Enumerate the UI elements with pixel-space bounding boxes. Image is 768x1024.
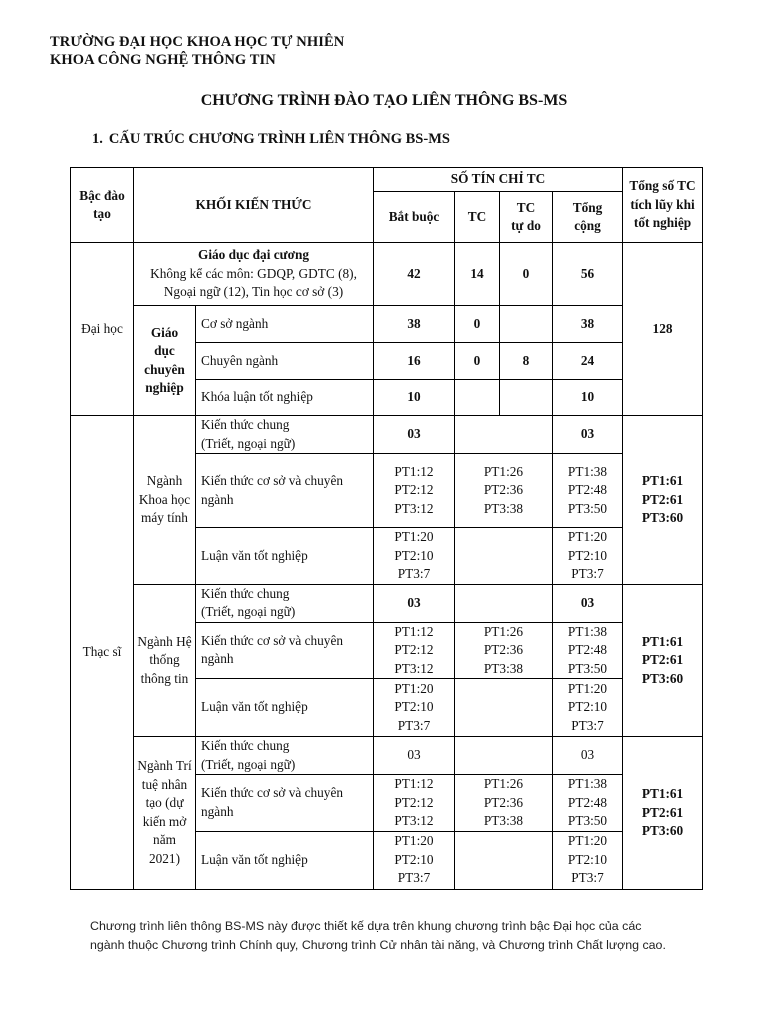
credit-value: 03 <box>374 584 455 622</box>
course-block-name: Chuyên ngành <box>196 343 374 380</box>
credit-value: PT1:20 PT2:10 PT3:7 <box>374 679 455 737</box>
core-knowledge: Kiến thức cơ sở và chuyên ngành <box>196 775 374 832</box>
credit-value: 0 <box>455 343 500 380</box>
cumulative-value: PT1:61 PT2:61 PT3:60 <box>623 737 703 890</box>
general-education-title: Giáo dục đại cương <box>197 247 310 263</box>
credit-value: PT1:20 PT2:10 PT3:7 <box>553 679 623 737</box>
credit-value: 10 <box>553 380 623 416</box>
course-block-name: Cơ sở ngành <box>196 306 374 343</box>
credit-value: PT1:20 PT2:10 PT3:7 <box>553 528 623 585</box>
credit-value: 0 <box>455 306 500 343</box>
core-knowledge: Kiến thức cơ sở và chuyên ngành <box>196 454 374 528</box>
empty-cell <box>455 679 553 737</box>
common-knowledge: Kiến thức chung (Triết, ngoại ngữ) <box>196 584 374 622</box>
general-education-note: Không kể các môn: GDQP, GDTC (8), <box>150 265 357 281</box>
credit-value: 56 <box>553 243 623 306</box>
footer-paragraph <box>90 917 710 955</box>
general-education-note: Ngoại ngữ (12), Tin học cơ sở (3) <box>163 284 344 300</box>
core-knowledge: Kiến thức cơ sở và chuyên ngành <box>196 622 374 679</box>
level-undergraduate: Đại học <box>71 243 134 416</box>
credit-value: 38 <box>553 306 623 343</box>
credit-value: 10 <box>374 380 455 416</box>
header-credits-group: SỐ TÍN CHỈ TC <box>374 168 623 192</box>
document-title: CHƯƠNG TRÌNH ĐÀO TẠO LIÊN THÔNG BS-MS <box>200 92 568 109</box>
professional-education-group: Giáo dục chuyên nghiệp <box>134 306 196 416</box>
credit-value: 0 <box>500 243 553 306</box>
credit-value <box>500 306 553 343</box>
header-total: Tổng cộng <box>553 192 623 243</box>
footer-line: ngành thuộc Chương trình Chính quy, Chương trình Cử nhân tài năng, và Chương trình Chất lượng cao. <box>90 938 666 952</box>
header-elective: TC <box>455 192 500 243</box>
thesis: Luận văn tốt nghiệp <box>196 528 374 585</box>
credit-value: 14 <box>455 243 500 306</box>
credit-value <box>455 380 500 416</box>
header-required: Bắt buộc <box>374 192 455 243</box>
header-cumulative-credits: Tổng số TC tích lũy khi tốt nghiệp <box>623 168 703 243</box>
credit-value: 38 <box>374 306 455 343</box>
header-knowledge-block: KHỐI KIẾN THỨC <box>134 168 374 243</box>
credit-value: PT1:12 PT2:12 PT3:12 <box>374 775 455 832</box>
credit-value: PT1:26 PT2:36 PT3:38 <box>455 622 553 679</box>
section-heading <box>92 131 450 148</box>
common-knowledge: Kiến thức chung (Triết, ngoại ngữ) <box>196 416 374 454</box>
credit-value: 24 <box>553 343 623 380</box>
credit-value: 03 <box>553 737 623 775</box>
credit-value <box>500 380 553 416</box>
major-name: Ngành Trí tuệ nhân tạo (dự kiến mở năm 2021) <box>134 737 196 890</box>
credit-value: PT1:38 PT2:48 PT3:50 <box>553 454 623 528</box>
credit-value: 03 <box>374 416 455 454</box>
credit-value: PT1:38 PT2:48 PT3:50 <box>553 775 623 832</box>
cumulative-value: PT1:61 PT2:61 PT3:60 <box>623 584 703 737</box>
credit-value: 03 <box>553 416 623 454</box>
common-knowledge: Kiến thức chung (Triết, ngoại ngữ) <box>196 737 374 775</box>
thesis: Luận văn tốt nghiệp <box>196 831 374 889</box>
empty-cell <box>455 737 553 775</box>
thesis: Luận văn tốt nghiệp <box>196 679 374 737</box>
credit-value: 03 <box>374 737 455 775</box>
credit-value: PT1:20 PT2:10 PT3:7 <box>374 528 455 585</box>
header-free-elective: TC tự do <box>500 192 553 243</box>
credit-value: 03 <box>553 584 623 622</box>
empty-cell <box>455 528 553 585</box>
empty-cell <box>455 416 553 454</box>
credit-value: PT1:20 PT2:10 PT3:7 <box>374 831 455 889</box>
credit-value: PT1:26 PT2:36 PT3:38 <box>455 454 553 528</box>
header-level: Bậc đào tạo <box>71 168 134 243</box>
empty-cell <box>455 584 553 622</box>
credit-value: 42 <box>374 243 455 306</box>
cumulative-value: 128 <box>623 243 703 416</box>
curriculum-table <box>70 167 703 890</box>
cumulative-value: PT1:61 PT2:61 PT3:60 <box>623 416 703 585</box>
empty-cell <box>455 831 553 889</box>
major-name: Ngành Hệ thống thông tin <box>134 584 196 737</box>
major-name: Ngành Khoa học máy tính <box>134 416 196 585</box>
credit-value: PT1:12 PT2:12 PT3:12 <box>374 622 455 679</box>
section-title: CẤU TRÚC CHƯƠNG TRÌNH LIÊN THÔNG BS-MS <box>108 131 450 147</box>
general-education-cell <box>134 243 374 306</box>
credit-value: 16 <box>374 343 455 380</box>
credit-value: PT1:26 PT2:36 PT3:38 <box>455 775 553 832</box>
university-name: TRƯỜNG ĐẠI HỌC KHOA HỌC TỰ NHIÊN <box>50 34 345 50</box>
faculty-name: KHOA CÔNG NGHỆ THÔNG TIN <box>50 52 276 68</box>
credit-value: PT1:20 PT2:10 PT3:7 <box>553 831 623 889</box>
level-master: Thạc sĩ <box>71 416 134 890</box>
footer-line: Chương trình liên thông BS-MS này được thiết kế dựa trên khung chương trình bậc Đại học của các <box>90 919 642 933</box>
section-number: 1. <box>92 131 103 147</box>
credit-value: 8 <box>500 343 553 380</box>
course-block-name: Khóa luận tốt nghiệp <box>196 380 374 416</box>
credit-value: PT1:12 PT2:12 PT3:12 <box>374 454 455 528</box>
credit-value: PT1:38 PT2:48 PT3:50 <box>553 622 623 679</box>
